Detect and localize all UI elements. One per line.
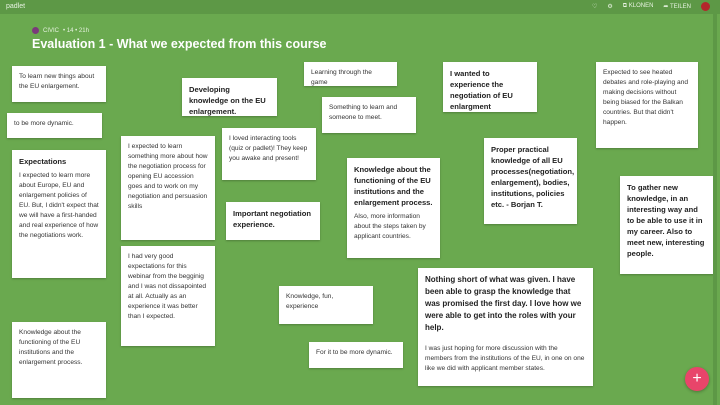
add-post-button[interactable]: + bbox=[685, 367, 709, 391]
post-heading: Proper practical knowledge of all EU processes(negotiation, enlargement), bodies, institutions, policies etc. - Borjan T. bbox=[491, 145, 575, 209]
post-body: I expected to learn something more about how the negotiation process for opening EU accession goes and to work on my negotiation and persuasion skills bbox=[128, 143, 208, 210]
post-card[interactable] bbox=[443, 62, 537, 112]
post-body: Knowledge about the functioning of the EU institutions and the enlargement process. bbox=[19, 329, 83, 366]
post-body: I was just hoping for more discussion with the members from the institutions of the EU, in one on one like we did with applicant member states. bbox=[425, 345, 585, 372]
post-body: I expected to learn more about Europe, EU and enlargement policies of EU. But, I didn't expect that we will have a first-handed and real experience of how the negotiations work. bbox=[19, 172, 99, 239]
post-body: Expected to see heated debates and role-playing and making decisions without being biased for the Balkan countries. But that didn't happen. bbox=[603, 69, 689, 126]
post-card[interactable] bbox=[620, 176, 714, 274]
heart-icon[interactable]: ♡ bbox=[592, 4, 598, 10]
post-body: I loved interacting tools (quiz or padlet)! They keep you awake and present! bbox=[229, 135, 308, 162]
post-card[interactable] bbox=[226, 202, 320, 240]
post-card[interactable] bbox=[309, 342, 403, 368]
scrollbar[interactable] bbox=[713, 14, 717, 405]
board-meta bbox=[32, 27, 327, 34]
settings-icon[interactable]: ⚙ bbox=[607, 4, 613, 10]
post-card[interactable] bbox=[596, 62, 698, 148]
post-body: Also, more information about the steps taken by applicant countries. bbox=[354, 213, 426, 240]
post-card[interactable] bbox=[322, 97, 416, 133]
post-body: Knowledge, fun, experience bbox=[286, 293, 334, 310]
post-card[interactable] bbox=[12, 150, 106, 278]
post-heading: Important negotiation experience. bbox=[233, 209, 312, 229]
top-bar bbox=[0, 0, 720, 14]
post-body: I had very good expectations for this webinar from the begginig and I was not dissapointed at all. Actually as an experience it was better than I expected. bbox=[128, 253, 207, 320]
user-avatar[interactable] bbox=[701, 2, 710, 11]
post-card[interactable] bbox=[121, 136, 215, 240]
post-body: to be more dynamic. bbox=[14, 120, 74, 127]
post-body: To learn new things about the EU enlargement. bbox=[19, 73, 95, 90]
post-body: For it to be more dynamic. bbox=[316, 349, 393, 356]
post-card[interactable] bbox=[222, 128, 316, 180]
post-card[interactable] bbox=[418, 268, 593, 386]
post-card[interactable] bbox=[304, 62, 397, 86]
top-actions bbox=[592, 2, 710, 11]
post-card[interactable] bbox=[347, 158, 440, 258]
post-body: Something to learn and someone to meet. bbox=[329, 104, 398, 121]
post-heading: Knowledge about the functioning of the EU institutions and the enlargement process. bbox=[354, 165, 433, 207]
post-body: Learning through the game bbox=[311, 69, 372, 86]
post-card[interactable] bbox=[12, 66, 106, 102]
board-stats: • 14 • 21h bbox=[63, 27, 89, 34]
post-heading: I wanted to experience the negotiation of EU enlargment bbox=[450, 69, 513, 111]
author-avatar[interactable] bbox=[32, 27, 39, 34]
author-name[interactable]: CIVIC bbox=[43, 27, 60, 34]
post-heading: Expectations bbox=[19, 157, 67, 166]
post-card[interactable] bbox=[182, 78, 277, 116]
post-card[interactable] bbox=[279, 286, 373, 324]
post-heading: To gather new knowledge, in an interesting way and to be able to use it in my career. Also to meet new, interesting people. bbox=[627, 183, 705, 258]
share-button[interactable]: ➦ TEILEN bbox=[663, 4, 691, 10]
post-card[interactable] bbox=[7, 113, 102, 138]
post-card[interactable] bbox=[484, 138, 577, 224]
post-card[interactable] bbox=[12, 322, 106, 398]
post-card[interactable] bbox=[121, 246, 215, 346]
board-header bbox=[32, 27, 327, 51]
post-heading: Developing knowledge on the EU enlargement. bbox=[189, 85, 266, 116]
post-heading: Nothing short of what was given. I have been able to grasp the knowledge that was promised the first day. I love how we were able to get into the roles with your help. bbox=[425, 275, 582, 332]
clone-button[interactable]: ⧉ KLONEN bbox=[622, 3, 654, 9]
brand-logo[interactable]: padlet bbox=[6, 3, 26, 10]
page-title: Evaluation 1 - What we expected from this course bbox=[32, 37, 327, 51]
